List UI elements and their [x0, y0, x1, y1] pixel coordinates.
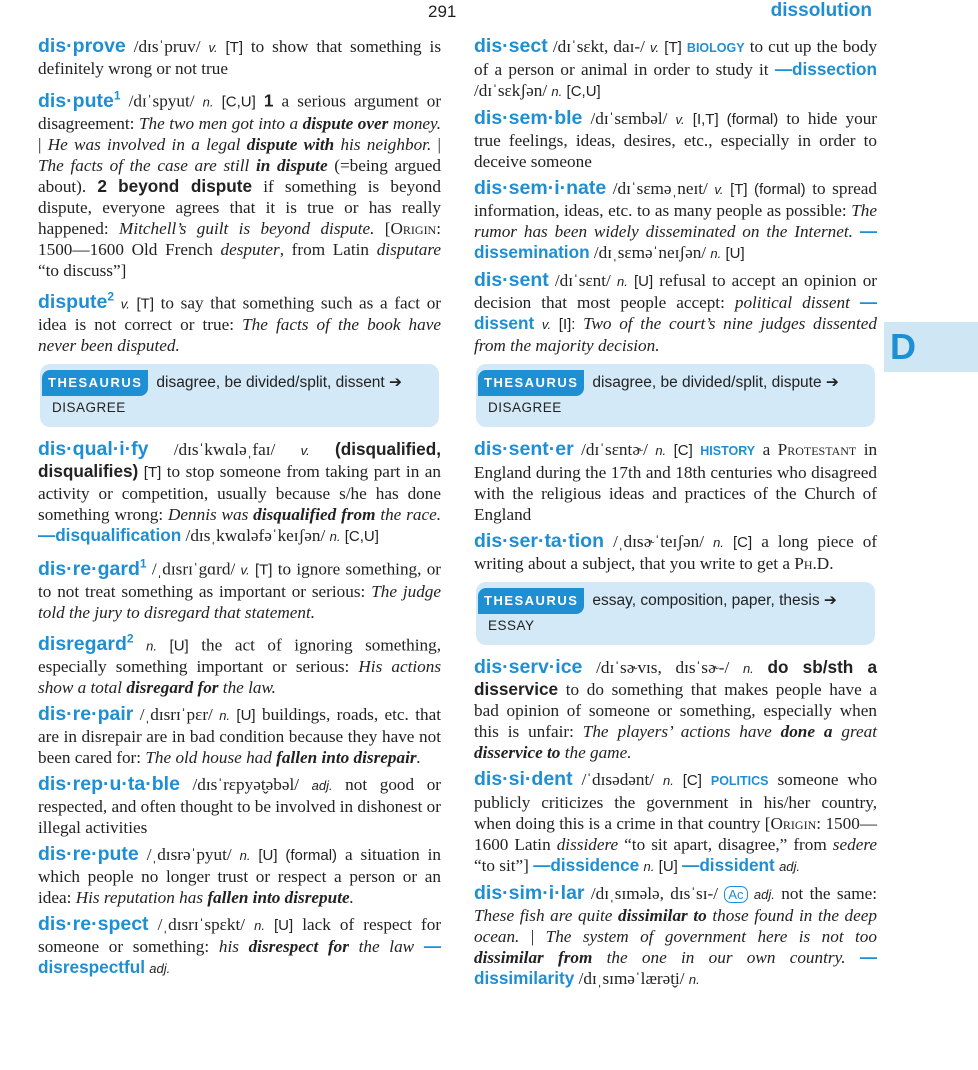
definition: if something is beyond dispute, everyone agrees that it is true or has really happened: — [38, 176, 441, 238]
part-of-speech: adj. — [149, 961, 171, 976]
thesaurus-synonyms: disagree, be divided/split, dissent — [156, 374, 385, 391]
headword: dis·ser·ta·tion — [474, 530, 605, 552]
definition: a serious argument or disagreement: — [38, 91, 442, 133]
example: Two of the court’s nine judges dissented from the majority decision. — [474, 314, 878, 355]
pronunciation: /dɪˌsɪmələ, dɪsˈsɪ-/ — [590, 884, 719, 903]
left-column — [38, 36, 441, 985]
definition: a situation in which people no longer trust or respect a person or an idea: — [38, 845, 442, 907]
part-of-speech: v. — [300, 443, 310, 458]
part-of-speech: adj. — [311, 778, 333, 793]
headword: dis·sent·er — [474, 438, 574, 460]
grammar-code: [C] — [732, 534, 753, 551]
headword: dispute$^2$ — [38, 289, 115, 313]
headword: dis·serv·ice — [474, 656, 583, 678]
arrow-icon: ➔ — [819, 592, 837, 609]
example: The facts of the case are still in dispute — [38, 155, 328, 175]
part-of-speech: n. — [663, 773, 674, 788]
headword: dis·re·pute — [38, 843, 139, 865]
separator: | — [431, 134, 441, 154]
pronunciation: /ˌdɪsrɪˈspɛkt/ — [157, 915, 246, 934]
part-of-speech: n. — [713, 535, 724, 550]
grammar-code: [U] — [169, 637, 189, 654]
entry-dissemble — [474, 108, 877, 172]
example: Mitchell’s guilt is beyond dispute. — [119, 218, 375, 238]
part-of-speech: n. — [616, 274, 628, 289]
phrase: do sb/sth a disservice — [474, 657, 878, 699]
pronunciation: /ˌdɪsɚˈteɪʃən/ — [613, 532, 705, 551]
example: Dennis was disqualified from the race. — [168, 505, 441, 524]
pronunciation: /dɪˈsɛkt, daɪ-/ — [552, 37, 645, 56]
part-of-speech: n. — [688, 972, 700, 987]
definition: the act of ignoring something, especially something important or serious: — [38, 635, 442, 676]
part-of-speech: n. — [643, 859, 655, 874]
right-column — [474, 36, 877, 996]
example: These fish are quite dissimilar to those found in the deep ocean. — [474, 906, 877, 946]
subject-label: BIOLOGY — [686, 41, 745, 55]
pronunciation: /ˌdɪsrɪˈpɛr/ — [139, 705, 213, 724]
thesaurus-synonyms: disagree, be divided/split, dispute — [592, 374, 822, 391]
pronunciation: /dɪˈsɛnt/ — [554, 271, 611, 290]
grammar-code: [C] — [682, 772, 702, 789]
headword: dis·si·dent — [474, 768, 573, 790]
derived-form: —disrespectful — [38, 936, 442, 977]
example: The old house had fallen into disrepair. — [145, 748, 421, 767]
example: The rumor has been widely disseminated on the Internet. — [474, 201, 878, 241]
entry-dispute-2 — [38, 287, 441, 357]
arrow-icon: ➔ — [384, 374, 403, 391]
entry-dissertation — [474, 531, 877, 574]
entry-disrespect — [38, 914, 441, 979]
pronunciation: /dɪˈspyut/ — [128, 91, 195, 111]
part-of-speech: v. — [208, 40, 218, 55]
headword: dis·sect — [474, 35, 548, 57]
pronunciation: /dɪˈsɛməˌneɪt/ — [612, 179, 708, 198]
headword: dis·sem·i·nate — [474, 177, 607, 199]
grammar-code: [C] — [673, 442, 693, 459]
headword: dis·pute$^1$ — [38, 88, 121, 112]
grammar-code: [T] — [143, 464, 162, 481]
subject-label: HISTORY — [700, 444, 756, 458]
subject-label: POLITICS — [710, 774, 769, 788]
thesaurus-cross-reference[interactable]: DISAGREE — [488, 400, 562, 415]
derived-form: —dissident — [682, 855, 775, 875]
definition: lack of respect for someone or something: — [38, 915, 442, 956]
grammar-code: [C,U] — [221, 93, 256, 111]
grammar-code: [T] — [254, 561, 273, 579]
grammar-code: [U] — [658, 858, 678, 875]
part-of-speech: n. — [239, 848, 251, 863]
thesaurus-synonyms: essay, composition, paper, thesis — [592, 592, 820, 609]
part-of-speech: n. — [710, 246, 722, 261]
definition: to do something that makes people have a bad opinion of someone or something, especially when this is unfair: — [474, 680, 877, 741]
grammar-code: [I,T] (formal) — [692, 111, 779, 128]
pronunciation: /ˌdɪsrɪˈgɑrd/ — [151, 559, 236, 579]
definition: buildings, roads, etc. that are in disrepair are in bad condition because they have not been cared for: — [38, 705, 441, 767]
definition: to show that something is definitely wrong or not true — [38, 37, 442, 78]
entry-disrepair — [38, 704, 441, 768]
entry-disreputable — [38, 774, 441, 838]
inflected-forms: (disqualified, disqualifies) — [38, 439, 441, 481]
example: The judge told the jury to disregard that statement. — [38, 581, 442, 622]
definition: not the same: — [781, 884, 878, 903]
entry-dissent — [474, 270, 877, 356]
sense-number: 1 — [263, 90, 274, 111]
grammar-code: [U] — [274, 917, 294, 934]
pronunciation: /dɪˈsɛntɚ/ — [581, 440, 648, 459]
grammar-code: [U] — [633, 273, 654, 290]
headword: dis·sim·i·lar — [474, 882, 585, 904]
thesaurus-cross-reference[interactable]: ESSAY — [488, 618, 535, 633]
part-of-speech: n. — [219, 708, 231, 723]
grammar-code: [C,U] — [344, 528, 379, 545]
part-of-speech: v. — [714, 182, 724, 197]
pronunciation: /dɪsˌkwɑləfəˈkeɪʃən/ — [185, 526, 326, 545]
definition: refusal to accept an opinion or decision that most people accept: — [474, 271, 878, 312]
entry-disservice — [474, 657, 877, 763]
headword: dis·prove — [38, 35, 126, 57]
grammar-code: [U] — [236, 707, 256, 724]
entry-dissenter — [474, 439, 877, 525]
derived-form: —dissemination — [474, 221, 877, 262]
headword: dis·sent — [474, 269, 549, 291]
pronunciation: /dɪsˈpruv/ — [133, 37, 201, 56]
definition: to say that something such as a fact or idea is not correct or true: — [38, 293, 442, 334]
entry-dispute-1 — [38, 85, 441, 281]
definition: to hide your true feelings, ideas, desires, etc., especially in order to deceive someone — [474, 109, 878, 171]
derived-form: —dissent — [474, 292, 878, 333]
thesaurus-tag: THESAURUS — [478, 588, 584, 614]
origin: [Origin: 1500—1600 Latin dissidere “to sit apart, disagree,” from sedere “to sit”] — [474, 814, 878, 875]
part-of-speech: adj. — [753, 887, 775, 902]
arrow-icon: ➔ — [821, 374, 839, 391]
part-of-speech: n. — [202, 94, 214, 110]
headword: dis·qual·i·fy — [38, 438, 149, 460]
part-of-speech: adj. — [779, 859, 801, 874]
example: His reputation has fallen into disrepute. — [75, 888, 354, 907]
gloss: (=being argued about). — [38, 155, 441, 196]
part-of-speech: n. — [329, 529, 341, 544]
phrase: beyond dispute — [118, 175, 253, 196]
derived-form: —dissection — [774, 59, 878, 79]
example: The players’ actions have done a great disservice to the game. — [474, 722, 877, 762]
grammar-code: [U] (formal) — [258, 847, 338, 864]
pronunciation: /dɪsˈrɛpyət̬əbəl/ — [192, 775, 300, 794]
example: his disrespect for the law — [218, 937, 415, 956]
derived-form: —disqualification — [38, 525, 182, 545]
pronunciation: /dɪsˈkwɑləˌfaɪ/ — [173, 440, 276, 459]
headword: dis·rep·u·ta·ble — [38, 773, 180, 795]
thesaurus-box — [476, 582, 875, 645]
part-of-speech: v. — [240, 562, 250, 578]
pronunciation: /dɪˈsɚvɪs, dɪsˈsɚ-/ — [596, 658, 730, 677]
part-of-speech: n. — [146, 638, 157, 653]
grammar-code: [T] — [225, 39, 243, 56]
definition: to ignore something, or to not treat something as important or serious: — [38, 559, 442, 601]
part-of-speech: v. — [650, 40, 660, 55]
definition: to cut up the body of a person or animal in order to study it — [474, 37, 878, 79]
origin: [Origin: 1500—1600 Old French desputer, from Latin disputare “to discuss”] — [38, 218, 441, 280]
part-of-speech: n. — [742, 661, 754, 676]
letter-tab — [884, 322, 978, 372]
academic-word-badge: Ac — [724, 886, 747, 903]
pronunciation: /dɪˈsɛkʃən/ — [474, 81, 548, 100]
headword: dis·re·pair — [38, 703, 134, 725]
headword: dis·re·gard$^1$ — [38, 556, 147, 580]
example: He was involved in a legal dispute with his neighbor. — [47, 134, 432, 154]
entry-disregard-1 — [38, 553, 441, 623]
example: The two men got into a dispute over money. — [138, 113, 442, 133]
definition: a long piece of writing about a subject, that you write to get a Ph.D. — [474, 532, 878, 573]
grammar-code: [T] (formal) — [730, 181, 806, 198]
definition: someone who publicly criticizes the government in his/her country, when doing this is a crime in that country — [474, 770, 878, 833]
example: His actions show a total disregard for the law. — [38, 657, 442, 697]
thesaurus-tag: THESAURUS — [478, 370, 584, 396]
example: The system of government here is not too dissimilar from the one in our own country. — [474, 927, 877, 967]
thesaurus-cross-reference[interactable]: DISAGREE — [52, 400, 126, 415]
thesaurus-box — [40, 364, 439, 427]
definition: a Protestant in England during the 17th and 18th centuries who disagreed with the religious ideas and practices of the Church of England — [474, 440, 878, 524]
part-of-speech: v. — [541, 317, 552, 332]
grammar-code: [T] — [136, 295, 154, 312]
example: The facts of the book have never been disputed. — [38, 315, 442, 355]
entry-dissident — [474, 769, 877, 877]
grammar-code: [T] — [664, 39, 682, 56]
part-of-speech: v. — [120, 296, 130, 311]
running-head: dissolution — [770, 0, 872, 21]
entry-dissect — [474, 36, 877, 102]
part-of-speech: v. — [675, 112, 685, 127]
grammar-code: [C,U] — [566, 83, 601, 100]
grammar-code: [I]: — [558, 316, 576, 333]
headword: dis·sem·ble — [474, 107, 583, 129]
grammar-code: [U] — [725, 245, 745, 262]
headword: disregard$^2$ — [38, 631, 134, 655]
entry-disregard-2 — [38, 629, 441, 699]
part-of-speech: n. — [551, 84, 563, 99]
separator: | — [38, 134, 48, 154]
headword: dis·re·spect — [38, 913, 149, 935]
part-of-speech: n. — [254, 918, 265, 933]
pronunciation: /ˈdɪsədənt/ — [581, 770, 655, 789]
letter-tab-label: D — [890, 326, 916, 367]
pronunciation: /dɪˈsɛmbəl/ — [590, 109, 668, 128]
page-number: 291 — [428, 2, 457, 21]
definition: to stop someone from taking part in an activity or competition, usually because s/he has done something wrong: — [38, 462, 442, 524]
entry-disqualify — [38, 439, 441, 547]
derived-form: —dissidence — [533, 855, 640, 875]
sense-number: 2 — [97, 175, 107, 196]
entry-disrepute — [38, 844, 441, 908]
pronunciation: /dɪˌsɪməˈlærət̬i/ — [578, 969, 685, 988]
definition: to spread information, ideas, etc. to as many people as possible: — [474, 179, 878, 220]
entry-disprove — [38, 36, 441, 79]
pronunciation: /dɪˌsɛməˈneɪʃən/ — [593, 243, 707, 262]
thesaurus-box — [476, 364, 875, 427]
example: political dissent — [734, 293, 850, 312]
separator: | — [519, 927, 546, 946]
derived-form: —dissimilarity — [474, 947, 878, 988]
part-of-speech: n. — [655, 443, 667, 458]
pronunciation: /ˌdɪsrəˈpyut/ — [146, 845, 232, 864]
thesaurus-tag: THESAURUS — [42, 370, 148, 396]
entry-dissimilar — [474, 883, 877, 990]
definition: not good or respected, and often thought to be involved in dishonest or illegal activities — [38, 775, 442, 837]
entry-disseminate — [474, 178, 877, 264]
